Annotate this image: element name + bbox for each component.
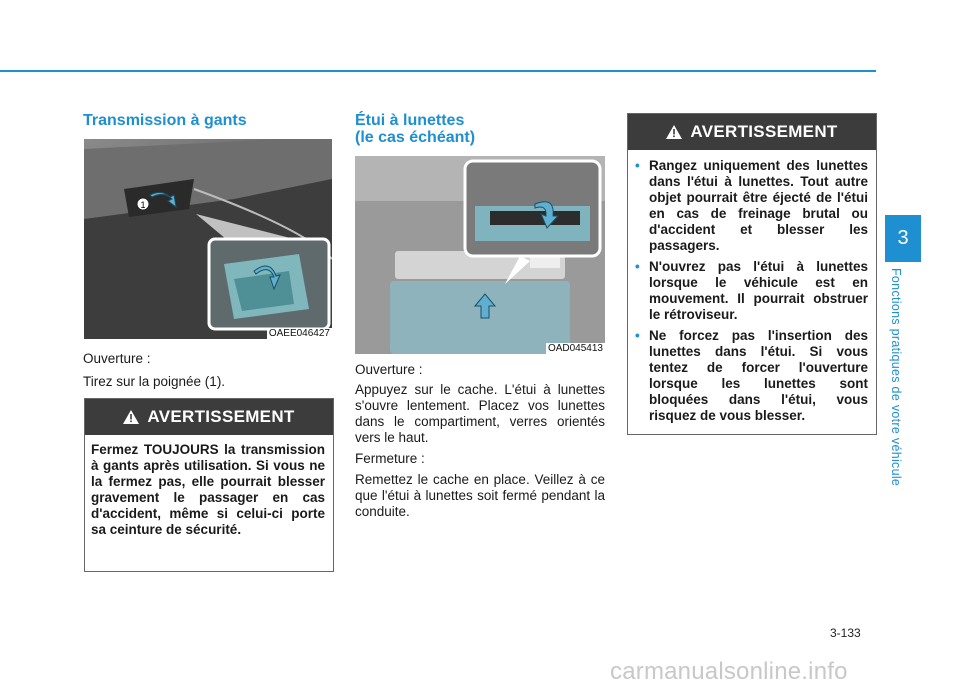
closing-label: Fermeture : [355,451,425,466]
warning-triangle-icon [666,125,682,139]
glasses-holder-photo [355,156,605,354]
warning-item: • Ne forcez pas l'insertion des lunettes dans l'étui. Si vous tentez de forcer l'ouverture lorsque les lunettes sont bloquées dans l'étui, vous risquez de vous blesser. [635,328,868,424]
glovebox-photo [84,139,332,339]
callout-1: 1 [140,200,146,210]
warning-header [85,399,333,435]
glasses-holder-heading [355,112,475,146]
opening-label: Ouverture : [83,351,151,366]
warning-triangle-icon [123,410,139,424]
glovebox-illustration [84,139,332,339]
warning-header [628,114,876,150]
warning-box-glovebox [84,398,334,572]
warning-title: AVERTISSEMENT [147,407,295,426]
warning-box-glasses [627,113,877,435]
chapter-tab: 3 [885,215,921,262]
warning-list [628,150,876,424]
warning-item: • Rangez uniquement des lunettes dans l'étui à lunettes. Tout autre objet pourrait être éjecté de l'étui en cas de freinage brutal ou d'accident et blesser les passagers. [635,158,868,254]
opening-instruction: Tirez sur la poignée (1). [83,374,226,389]
header-rule [0,70,876,72]
opening-label: Ouverture : [355,362,423,377]
page-number: 3-133 [830,626,861,640]
photo-code: OAD045413 [547,343,603,354]
heading-line-2: (le cas échéant) [355,129,476,146]
watermark: carmanualsonline.info [610,658,848,685]
closing-instruction: Remettez le cache en place. Veillez à ce que l'étui à lunettes soit fermé pendant la conduite. [355,472,605,519]
warning-text: Fermez TOUJOURS la transmission à gants après utilisation. Si vous ne la fermez pas, elle pourrait blesser gravement le passager en cas d'accident, même si celui-ci porte sa ceinture de sécurité. [91,442,325,537]
heading-line-1: Étui à lunettes [355,112,465,129]
warning-item: • N'ouvrez pas l'étui à lunettes lorsque le véhicule est en mouvement. Il pourrait obstruer le rétroviseur. [635,259,868,323]
glovebox-heading: Transmission à gants [83,112,247,129]
warning-title: AVERTISSEMENT [690,122,838,141]
chapter-title: Fonctions pratiques de votre véhicule [889,268,903,487]
opening-instruction: Appuyez sur le cache. L'étui à lunettes s'ouvre lentement. Placez vos lunettes dans le compartiment, verres orientés vers le haut. [355,382,605,445]
glasses-holder-illustration [355,156,605,354]
photo-code: OAEE046427 [268,328,330,339]
